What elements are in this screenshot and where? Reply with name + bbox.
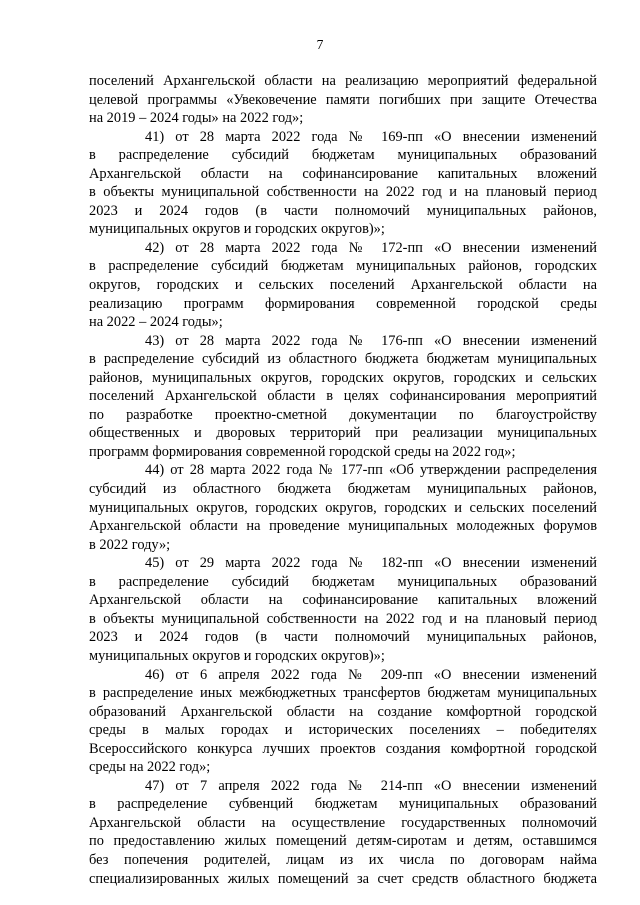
text-line: общественных и дворовых территорий при реализации муниципальных <box>89 425 597 442</box>
paragraph-first-line: 42) от 28 марта 2022 года № 172-пп «О внесении изменений <box>145 239 597 256</box>
text-line: 2023 и 2024 годов (в части полномочий муниципальных районов, <box>89 629 597 646</box>
text-line: на 2022 – 2024 годы»; <box>89 314 223 331</box>
text-line: среды на 2022 год»; <box>89 759 211 776</box>
text-line: Архангельской области на проведение муниципальных молодежных форумов <box>89 518 597 535</box>
text-line: по разработке проектно-сметной документации по благоустройству <box>89 406 597 423</box>
text-line: районов, муниципальных округов, городских округов, городских и сельских <box>89 369 597 386</box>
text-line: в распределение субсидий бюджетам муниципальных образований <box>89 573 597 590</box>
paragraph-first-line: 45) от 29 марта 2022 года № 182-пп «О внесении изменений <box>145 555 597 572</box>
text-line: в распределение субсидий из областного бюджета бюджетам муниципальных <box>89 351 597 368</box>
text-line: по предоставлению жилых помещений детям-сиротам и детям, оставшимся <box>89 833 597 850</box>
text-line: на 2019 – 2024 годы» на 2022 год»; <box>89 110 304 127</box>
paragraph-first-line: 46) от 6 апреля 2022 года № 209-пп «О внесении изменений <box>145 666 597 683</box>
text-line: в распределение иных межбюджетных трансфертов бюджетам муниципальных <box>89 685 597 702</box>
text-line: целевой программы «Увековечение памяти погибших при защите Отечества <box>89 91 597 108</box>
paragraph-first-line: 47) от 7 апреля 2022 года № 214-пп «О внесении изменений <box>145 777 597 794</box>
text-line: муниципальных округов и городских округов)»; <box>89 221 385 238</box>
text-line: образований Архангельской области на создание комфортной городской <box>89 703 597 720</box>
paragraph-first-line: 41) от 28 марта 2022 года № 169-пп «О внесении изменений <box>145 128 597 145</box>
text-line: муниципальных округов, городских округов, городских и сельских поселений <box>89 499 597 516</box>
text-line: специализированных жилых помещений за счет средств областного бюджета <box>89 870 597 887</box>
body-text <box>89 72 597 888</box>
text-line: в объекты муниципальной собственности на 2022 год и на плановый период <box>89 610 597 627</box>
paragraph-first-line: 43) от 28 марта 2022 года № 176-пп «О внесении изменений <box>145 332 597 349</box>
text-line: без попечения родителей, лицам из их числа по договорам найма <box>89 851 597 868</box>
text-line: Архангельской области на софинансирование капитальных вложений <box>89 592 597 609</box>
text-line: округов, городских и сельских поселений Архангельской области на <box>89 277 597 294</box>
text-line: муниципальных округов и городских округов)»; <box>89 647 385 664</box>
text-line: в распределение субвенций бюджетам муниципальных образований <box>89 796 597 813</box>
text-line: поселений Архангельской области в целях софинансирования мероприятий <box>89 388 597 405</box>
text-line: реализацию программ формирования современной городской среды <box>89 295 597 312</box>
text-line: в распределение субсидий бюджетам муниципальных образований <box>89 147 597 164</box>
text-line: Архангельской области на софинансирование капитальных вложений <box>89 165 597 182</box>
paragraph-first-line: 44) от 28 марта 2022 года № 177-пп «Об утверждении распределения <box>145 462 597 479</box>
text-line: среды в малых городах и исторических поселениях – победителях <box>89 722 597 739</box>
text-line: программ формирования современной городской среды на 2022 год»; <box>89 443 516 460</box>
text-line: Всероссийского конкурса лучших проектов создания комфортной городской <box>89 740 597 757</box>
text-line: поселений Архангельской области на реализацию мероприятий федеральной <box>89 73 597 89</box>
text-line: 2023 и 2024 годов (в части полномочий муниципальных районов, <box>89 202 597 219</box>
text-line: Архангельской области на осуществление государственных полномочий <box>89 814 597 831</box>
page-number: 7 <box>316 37 324 52</box>
text-line: в объекты муниципальной собственности на 2022 год и на плановый период <box>89 184 597 201</box>
text-line: субсидий из областного бюджета бюджетам муниципальных районов, <box>89 481 597 498</box>
text-line: в 2022 году»; <box>89 536 171 553</box>
text-line: в распределение субсидий бюджетам муниципальных районов, городских <box>89 258 597 275</box>
